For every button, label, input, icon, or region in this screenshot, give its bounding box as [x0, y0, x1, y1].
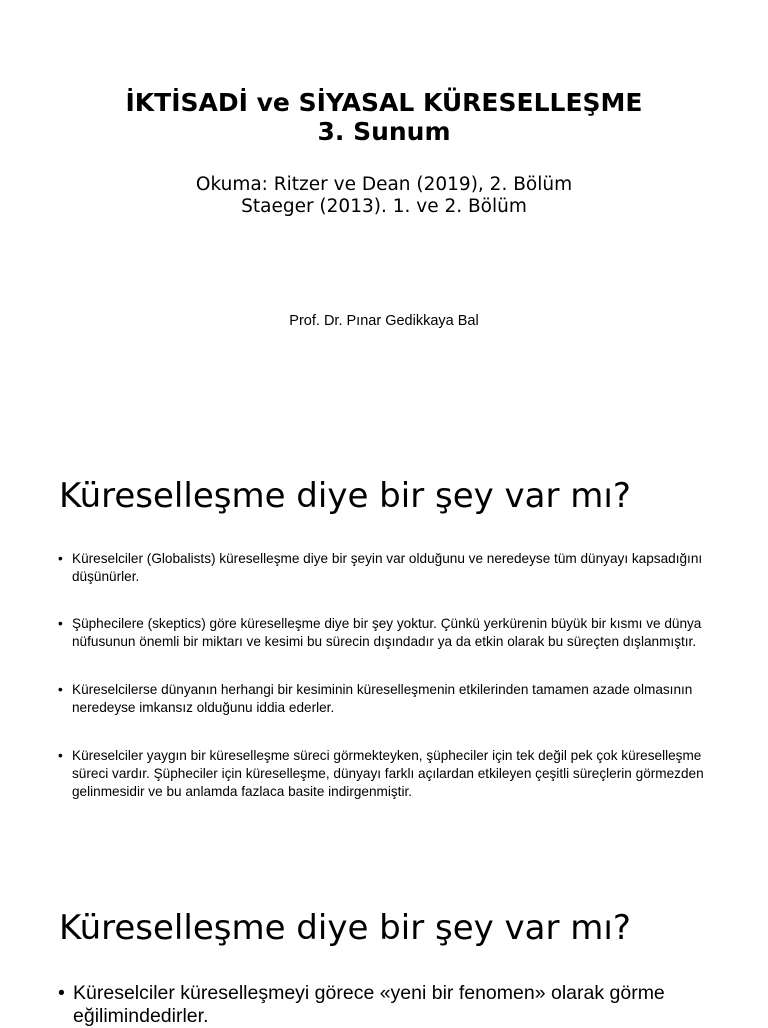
slide-heading: Küreselleşme diye bir şey var mı? — [59, 908, 631, 948]
list-item — [58, 982, 738, 1028]
bullet-list — [58, 982, 738, 1028]
title-line-1: İKTİSADİ ve SİYASAL KÜRESELLEŞME — [125, 88, 643, 117]
list-item — [58, 550, 708, 586]
presentation-title — [0, 88, 768, 146]
title-slide — [0, 0, 768, 432]
bullet-marker: • — [58, 682, 63, 697]
content-slide-3 — [0, 864, 768, 1027]
author-name: Prof. Dr. Pınar Gedikkaya Bal — [289, 313, 479, 329]
slide-heading: Küreselleşme diye bir şey var mı? — [59, 476, 631, 516]
bullet-marker: • — [58, 748, 63, 763]
bullet-marker: • — [58, 616, 63, 631]
reading-list — [0, 174, 768, 218]
list-item — [58, 615, 708, 651]
content-slide-2 — [0, 432, 768, 864]
bullet-text: Küreselciler (Globalists) küreselleşme diye bir şeyin var olduğunu ve neredeyse tüm dünyayı kapsadığını düşünürler. — [72, 551, 703, 584]
reading-line-2: Staeger (2013). 1. ve 2. Bölüm — [241, 196, 527, 217]
list-item — [58, 681, 708, 717]
bullet-text: Küreselcilerse dünyanın herhangi bir kesiminin küreselleşmenin etkilerinden tamamen azade olmasının neredeyse imkansız olduğunu iddia ederler. — [72, 682, 693, 715]
bullet-text: Küreselciler yaygın bir küreselleşme süreci görmekteyken, şüpheciler için tek değil pek çok küreselleşme süreci vardır. Şüpheciler için küreselleşme, dünyayı farklı açılardan etkileyen çeşitli süreçlerin görmezden gelinmesidir ve bu anlamda fazlaca basite indirgenmiştir. — [72, 748, 704, 799]
list-item — [58, 747, 708, 801]
bullet-text: Küreselciler küreselleşmeyi görece «yeni bir fenomen» olarak görme eğilimindedirler. — [73, 982, 665, 1027]
bullet-marker: • — [58, 551, 63, 566]
bullet-marker: • — [58, 982, 65, 1004]
bullet-text: Şüphecilere (skeptics) göre küreselleşme diye bir şey yoktur. Çünkü yerkürenin büyük bir kısmı ve dünya nüfusunun önemli bir miktarı ve kesimi bu sürecin dışındadır ya da etkin olarak bu süreçten dışlanmıştır. — [72, 616, 702, 649]
title-line-2: 3. Sunum — [317, 117, 451, 146]
reading-line-1: Okuma: Ritzer ve Dean (2019), 2. Bölüm — [195, 174, 573, 195]
bullet-list — [58, 550, 708, 831]
